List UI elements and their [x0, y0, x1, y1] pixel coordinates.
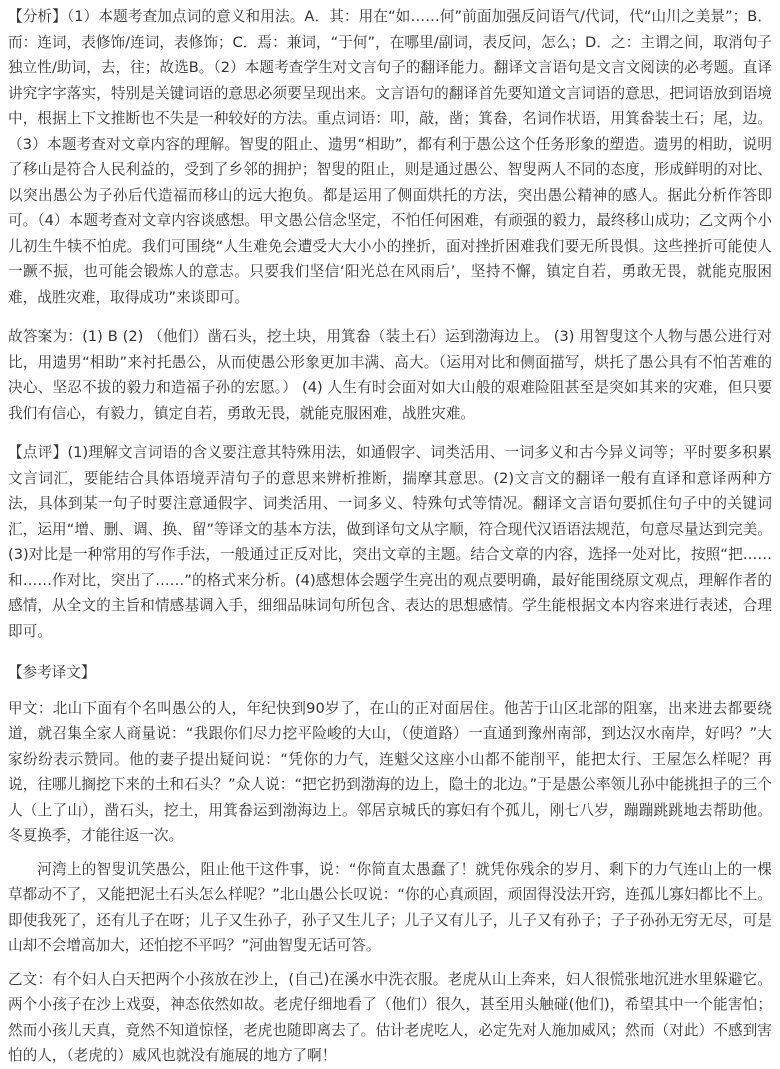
translation-jia-paragraph-1: 甲文：北山下面有个名叫愚公的人，年纪快到90岁了，在山的正对面居住。他苦于山区北部的阻塞，出来进去都要绕道，就召集全家人商量说：“我跟你们尽力挖平险峻的大山，（使道路）一直通到豫州南部，到达汉水南岸，好吗？”大家纷纷表示赞同。他的妻子提出疑问说：“凭你的力气，连魁父这座小山都不能削平，能把太行、王屋怎么样呢？再说，往哪儿搁挖下来的土和石头？”众人说：“把它扔到渤海的边上，隐土的北边。”于是愚公率领儿孙中能挑担子的三个人（上了山），凿石头，挖土，用箕畚运到渤海边上。邻居京城氏的寡妇有个孤儿，刚七八岁，蹦蹦跳跳地去帮助他。冬夏换季，才能往返一次。 [8, 699, 772, 844]
reference-translation-title: 【参考译文】 [8, 664, 96, 681]
translation-yi-paragraph: 乙文：有个妇人白天把两个小孩放在沙上，(自己)在溪水中洗衣服。老虎从山上奔来，妇人很慌张地沉进水里躲避它。两个小孩子在沙上戏耍，神态依然如故。老虎仔细地看了（他们）很久，甚至用头触碰(他们)，希望其中一个能害怕；然而小孩儿天真，竟然不知道惊怪，老虎也随即离去了。估计老虎吃人，必定先对人施加威风；然而（对此）不感到害怕的人，（老虎的）威风也就没有施展的地方了啊！ [8, 970, 772, 1064]
analysis-paragraph: 【分析】（1）本题考查加点词的意义和用法。A．其：用在“如……何”前面加强反问语气/代词，代“山川之美景”；B．而：连词，表修饰/连词，表修饰；C．焉：兼词，“于何”，在哪里/副词，表反问，怎么；D．之：主谓之间，取消句子独立性/助词，去，往；故选B。（2）本题考查学生对文言句子的翻译能力。翻译文言语句是文言文阅读的必考题。直译讲究字字落实，特别是关键词语的意思必须要呈现出来。文言语句的翻译首先要知道文言词语的意思，把词语放到语境中，根据上下文推断也不失是一种较好的方法。重点词语：叩，敲，凿；箕畚，名词作状语，用箕畚装土石；尾，边。（3）本题考查对文章内容的理解。智叟的阻止、遗男“相助”，都有利于愚公这个任务形象的塑造。遗男的相助，说明了移山是符合人民利益的，受到了乡邻的拥护；智叟的阻止，则是通过愚公、智叟两人不同的态度，形成鲜明的对比、以突出愚公为子孙后代造福而移山的远大抱负。都是运用了侧面烘托的方法，突出愚公精神的感人。据此分析作答即可。（4）本题考查对文章内容谈感想。甲文愚公信念坚定，不怕任何困难，有顽强的毅力，最终移山成功；乙文两个小儿初生牛犊不怕虎。我们可围绕“人生难免会遭受大大小小的挫折，面对挫折困难我们要无所畏惧。这些挫折可能使人一蹶不振，也可能会锻炼人的意志。只要我们坚信‘阳光总在风雨后’，坚持不懈，镇定自若，勇敢无畏，就能克服困难，战胜灾难，取得成功”来谈即可。 [8, 8, 772, 306]
comment-paragraph: 【点评】(1)理解文言词语的含义要注意其特殊用法，如通假字、词类活用、一词多义和古今异义词等；平时要多积累文言词汇，要能结合具体语境弄清句子的意思来辨析推断，揣摩其意思。(2)文言文的翻译一般有直译和意译两种方法，具体到某一句子时要注意通假字、词类活用、一词多义、特殊句式等情况。翻译文言语句要抓住句子中的关键词汇，运用“增、删、调、换、留”等译文的基本方法，做到译句文从字顺，符合现代汉语语法规范，句意尽量达到完美。(3)对比是一种常用的写作手法，一般通过正反对比，突出文章的主题。结合文章的内容，选择一处对比，按照“把……和……作对比，突出了……”的格式来分析。(4)感想体会题学生亮出的观点要明确，最好能围绕原文观点，理解作者的感情，从全文的主旨和情感基调入手，细细品味词句所包含、表达的思想感情。学生能根据文本内容来进行表述，合理即可。 [8, 444, 772, 640]
answer-paragraph: 故答案为：(1) B (2) （他们）凿石头，挖土块，用箕畚（装土石）运到渤海边上。 (3) 用智叟这个人物与愚公进行对比，用遗男“相助”来衬托愚公，从而使愚公形象更加丰满、高大。（运用对比和侧面描写，烘托了愚公具有不怕苦难的决心、坚忍不拔的毅力和造福子孙的宏愿。） (4) 人生有时会面对如大山般的艰难险阻甚至是突如其来的灾难，但只要我们有信心，有毅力，镇定自若，勇敢无畏，就能克服困难，战胜灾难。 [8, 328, 772, 422]
translation-jia-paragraph-2: 河湾上的智叟讥笑愚公，阻止他干这件事，说：“你简直太愚蠢了！就凭你残余的岁月、剩下的力气连山上的一棵草都动不了，又能把泥土石头怎么样呢？”北山愚公长叹说：“你的心真顽固，顽固得没法开窍，连孤儿寡妇都比不上。即使我死了，还有儿子在呀；儿子又生孙子，孙子又生儿子；儿子又有儿子，儿子又有孙子；子子孙孙无穷无尽，可是山却不会增高加大，还怕挖不平吗？”河曲智叟无话可答。 [8, 860, 772, 954]
